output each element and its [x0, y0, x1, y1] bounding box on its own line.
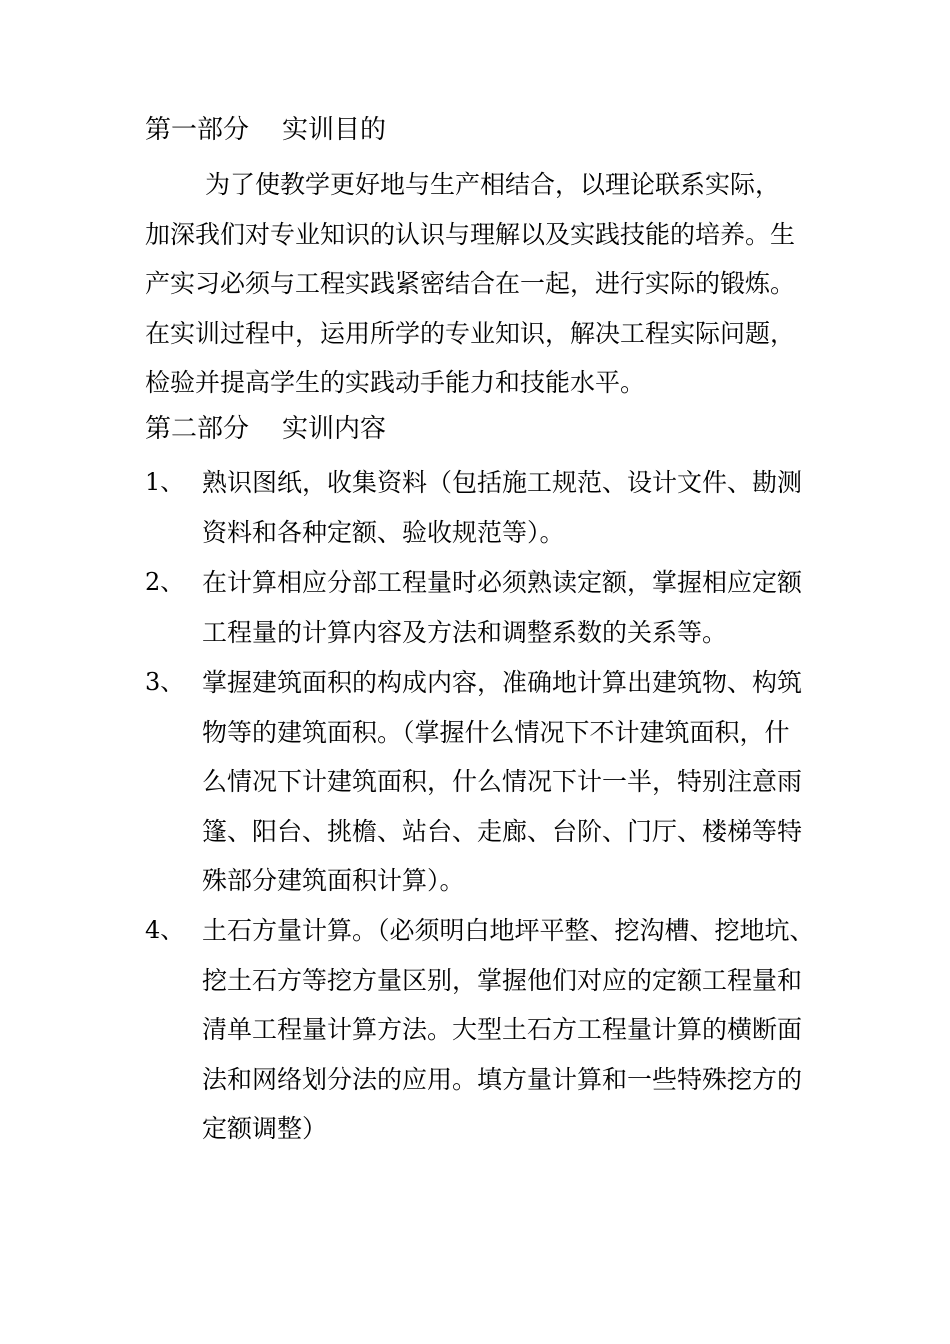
- list-item-text: 熟识图纸，收集资料（包括施工规范、设计文件、勘测 资料和各种定额、验收规范等）。: [202, 468, 803, 547]
- list-item-text: 土石方量计算。（必须明白地坪平整、挖沟槽、挖地坑、 挖土石方等挖方量区别，掌握他们对应的定额工程量和 清单工程量计算方法。大型土石方工程量计算的横断面 法和网络划分法的应用。填方量计算和一些特殊挖方的 定额调整）: [202, 916, 815, 1143]
- paragraph-line: 产实习必须与工程实践紧密结合在一起，进行实际的锻炼。: [145, 269, 796, 298]
- list-item-text: 在计算相应分部工程量时必须熟读定额，掌握相应定额 工程量的计算内容及方法和调整系数的关系等。: [202, 568, 803, 647]
- paragraph-line: 检验并提高学生的实践动手能力和技能水平。: [145, 368, 646, 397]
- section-1-paragraph: [145, 160, 810, 408]
- paragraph-line: 在实训过程中，运用所学的专业知识，解决工程实际问题，: [145, 318, 796, 348]
- section-1-heading: 第一部分 实训目的: [145, 115, 387, 145]
- paragraph-line: 为了使教学更好地与生产相结合，以理论联系实际，: [205, 170, 781, 199]
- section-2-heading: 第二部分 实训内容: [145, 414, 387, 444]
- list-item-number: 4、: [145, 916, 185, 944]
- list-item-number: 2、: [145, 568, 185, 596]
- list-item-number: 1、: [145, 468, 185, 496]
- list-item-number: 3、: [145, 668, 185, 696]
- list-item-text: 掌握建筑面积的构成内容，准确地计算出建筑物、构筑 物等的建筑面积。（掌握什么情况下不计建筑面积，什 么情况下计建筑面积，什么情况下计一半，特别注意雨 篷、阳台、挑檐、站台、走廊、台阶、门厅、楼梯等特 殊部分建筑面积计算）。: [202, 668, 803, 895]
- paragraph-line: 加深我们对专业知识的认识与理解以及实践技能的培养。生: [145, 219, 796, 249]
